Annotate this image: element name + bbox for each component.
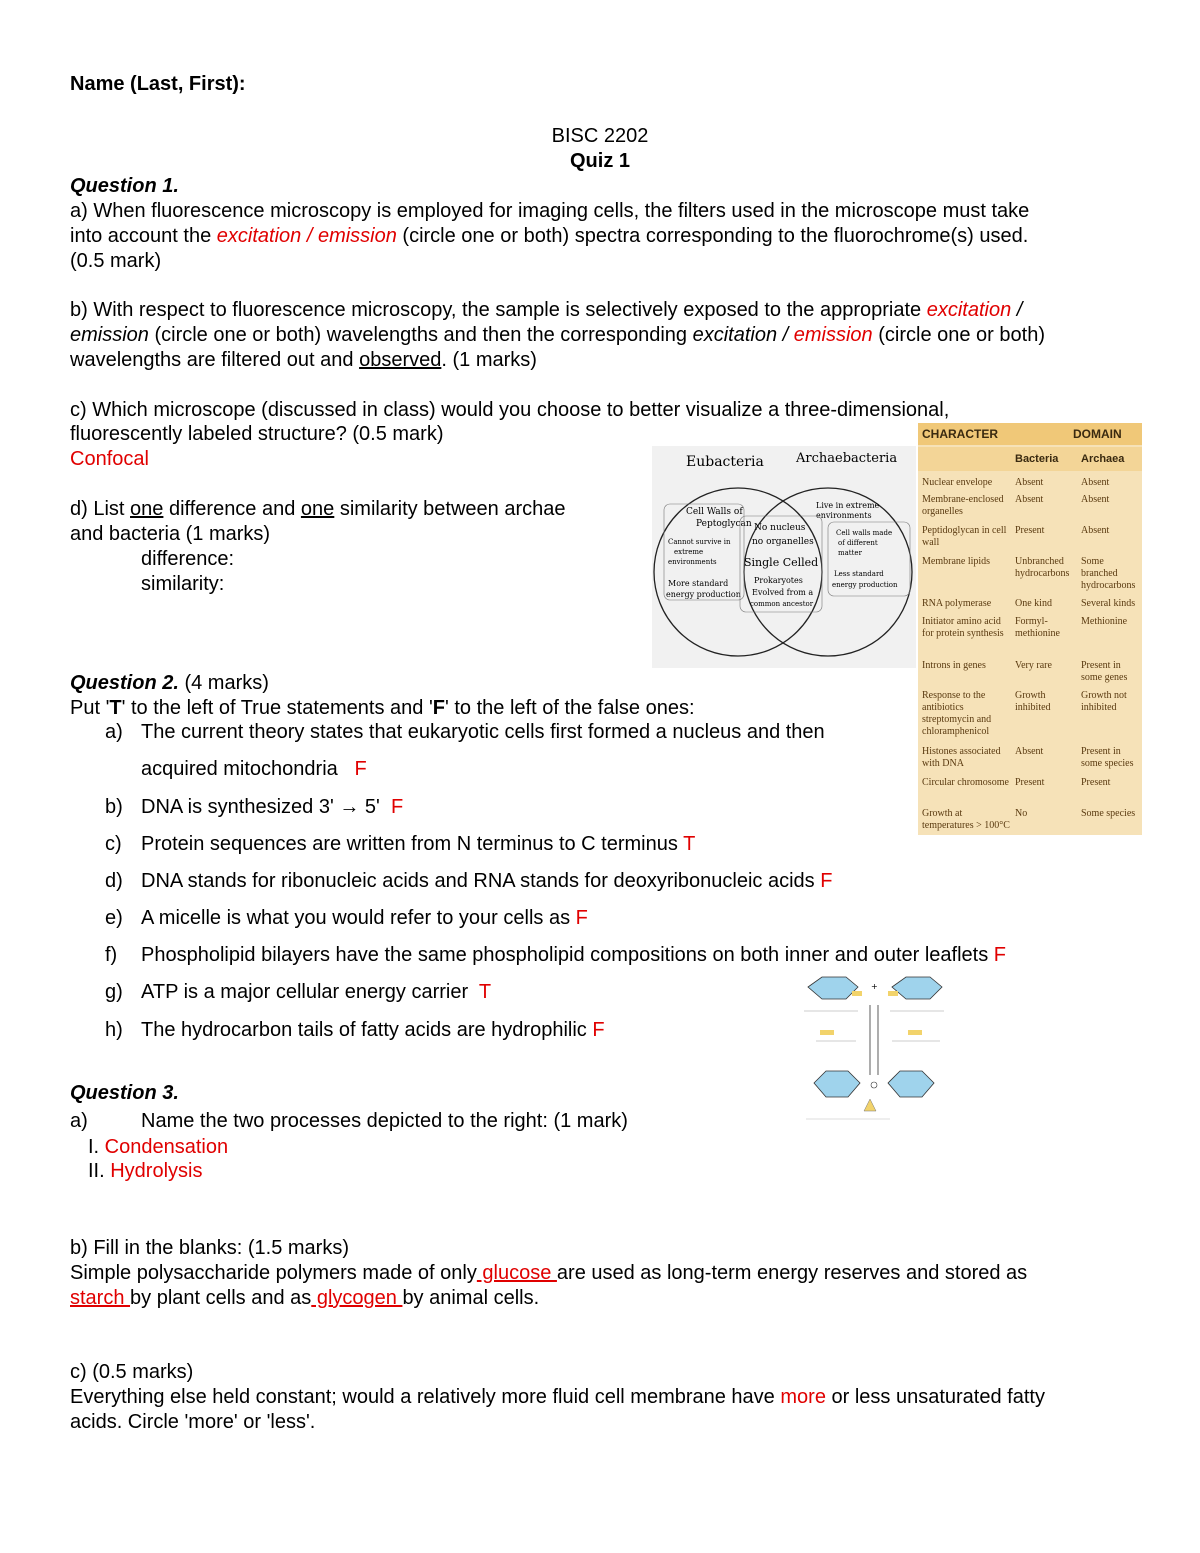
row-archaea: Some species (1081, 808, 1136, 819)
row-archaea: Growth not inhibited (1081, 690, 1127, 713)
domain-table (918, 423, 1142, 835)
q1d-line2: and bacteria (1 marks) (70, 523, 271, 545)
q2-item-c (105, 832, 695, 857)
row-character: RNA polymerase (922, 598, 992, 609)
q1a-answer: excitation / emission (216, 225, 397, 247)
q3a-line (70, 1109, 628, 1134)
row-archaea: Several kinds (1081, 598, 1136, 609)
venn-left-item: extreme (674, 548, 704, 556)
q3a-answer-label: II. (88, 1160, 111, 1182)
q2-item-answer: T (478, 981, 492, 1003)
q3a-answer: Condensation (104, 1136, 229, 1158)
row-character: Response to the antibiotics streptomycin and chloramphenicol (922, 690, 992, 737)
glucose-ring (892, 977, 942, 999)
q1c-answer: Confocal (70, 448, 149, 470)
quiz-title: Quiz 1 (569, 150, 630, 172)
q2-instr-text: Put ' (70, 697, 110, 719)
row-archaea: Absent (1081, 477, 1110, 488)
q2-item-label: d) (105, 870, 123, 892)
q2-item-d (105, 869, 832, 894)
q1d-underlined: one (130, 498, 164, 520)
row-archaea: Present in some genes (1081, 660, 1128, 683)
row-archaea: Present in some species (1081, 746, 1134, 769)
row-character: Initiator amino acid for protein synthesis (922, 616, 1004, 639)
q2-title: Question 2. (70, 672, 179, 694)
q3a-answer-2 (88, 1159, 202, 1184)
venn-left-item: environments (668, 558, 717, 566)
q3a-label: a) (70, 1110, 88, 1132)
q2-item-text: Protein sequences are written from N terminus to C terminus (141, 833, 678, 855)
venn-center-item: Evolved from a (752, 588, 814, 597)
row-character: Histones associated with DNA (922, 746, 1001, 769)
hydroxyl-group (852, 991, 862, 996)
venn-left-item: energy production (666, 590, 741, 599)
q3c-text: Everything else held constant; would a relatively more fluid cell membrane have (70, 1386, 781, 1408)
venn-center-item: no organelles (752, 537, 814, 547)
q3b-blank: starch (70, 1287, 131, 1309)
venn-left-item: Cell Walls of (686, 507, 743, 517)
svg-text:+: + (871, 982, 878, 991)
bond-label (864, 1099, 876, 1111)
q2-item-answer: F (390, 796, 404, 818)
q2-item-text: DNA is synthesized 3' → 5' (141, 796, 380, 818)
hydroxyl-group (888, 991, 898, 996)
water-label (820, 1030, 834, 1035)
process-svg (800, 975, 948, 1125)
q2-item-label: f) (105, 944, 118, 966)
venn-left-item: More standard (668, 579, 729, 588)
q1b-underlined: observed (359, 349, 442, 371)
q2-marks: (4 marks) (178, 672, 269, 694)
q2-item-label: a) (105, 721, 123, 743)
q3b-blank: glycogen (311, 1287, 403, 1309)
venn-right-item: of different (838, 539, 878, 547)
q2-item-text: DNA stands for ribonucleic acids and RNA stands for deoxyribonucleic acids (141, 870, 815, 892)
q1c-line1: c) Which microscope (discussed in class) would you choose to better visualize a three-dimensional, (70, 399, 950, 421)
venn-left-title: Eubacteria (686, 454, 764, 470)
q1b-text: / (1011, 299, 1023, 321)
venn-svg (652, 446, 916, 668)
venn-right-item: environments (816, 511, 872, 520)
q2-item-a-cont (141, 757, 367, 782)
row-character: Membrane lipids (922, 556, 991, 567)
q2-title-line (70, 671, 269, 696)
q2-instr-text: ' to the left of True statements and ' (121, 697, 433, 719)
q1b-text: . (1 marks) (441, 349, 537, 371)
venn-right-item: Less standard (834, 570, 884, 578)
q1d-difference: difference: (141, 548, 235, 570)
row-archaea: Methionine (1081, 616, 1128, 627)
q3a-answer-label: I. (88, 1136, 105, 1158)
q3a-answer: Hydrolysis (110, 1160, 203, 1182)
q1b-text: emission (70, 324, 149, 346)
glycosidic-oxygen (871, 1082, 877, 1088)
q2-item-f (105, 943, 1006, 968)
q3-title: Question 3. (70, 1082, 179, 1104)
row-bacteria: Growth inhibited (1015, 690, 1051, 713)
glucose-ring (814, 1071, 860, 1097)
q3b-blank: glucose (476, 1262, 557, 1284)
q2-item-text: Phospholipid bilayers have the same phospholipid compositions on both inner and outer leaflets (141, 944, 989, 966)
row-character: Growth at temperatures > 100°C (922, 808, 1010, 831)
q3a-text: Name the two processes depicted to the right: (1 mark) (141, 1110, 628, 1132)
col-archaea: Archaea (1081, 453, 1125, 465)
q2-item-answer: F (820, 870, 833, 892)
q3b-text: by plant cells and as (130, 1287, 312, 1309)
name-label: Name (Last, First): (70, 73, 246, 95)
row-archaea: Absent (1081, 525, 1110, 536)
q3c-text: or less unsaturated fatty (825, 1386, 1045, 1408)
row-bacteria: Present (1015, 777, 1045, 788)
q2-item-g (105, 980, 491, 1005)
venn-right-item: Live in extreme (816, 501, 880, 510)
q3c-line2: acids. Circle 'more' or 'less'. (70, 1411, 316, 1433)
q1a-line2 (70, 224, 1028, 249)
row-bacteria: Absent (1015, 494, 1044, 505)
q1b-line3 (70, 348, 537, 373)
venn-right-item: energy production (832, 581, 898, 589)
row-bacteria: Absent (1015, 746, 1044, 757)
condensation-hydrolysis-diagram (800, 975, 948, 1125)
q1-title: Question 1. (70, 175, 179, 197)
q2-item-text: A micelle is what you would refer to your cells as (141, 907, 571, 929)
header-character: CHARACTER (922, 427, 998, 441)
q3b-line1 (70, 1261, 1027, 1286)
q2-item-text: The current theory states that eukaryotic cells first formed a nucleus and then (141, 721, 825, 743)
venn-center-item: common ancestor (750, 600, 814, 608)
q2-instr-T: T (109, 697, 122, 719)
domain-table-subheader (918, 447, 1142, 471)
q2-item-h (105, 1018, 605, 1043)
q2-item-answer: F (592, 1019, 605, 1041)
q2-item-answer: F (354, 758, 367, 780)
glucose-ring (808, 977, 858, 999)
q1a-text: into account the (70, 225, 217, 247)
row-bacteria: Unbranched hydrocarbons (1015, 556, 1070, 579)
row-character: Nuclear envelope (922, 477, 993, 488)
q1b-text: excitation / (692, 324, 794, 346)
q1b-text: (circle one or both) (872, 324, 1045, 346)
q2-item-text: The hydrocarbon tails of fatty acids are hydrophilic (141, 1019, 587, 1041)
header-domain: DOMAIN (1073, 427, 1122, 441)
row-bacteria: No (1015, 808, 1028, 819)
q1b-text: b) With respect to fluorescence microscopy, the sample is selectively exposed to the appropriate (70, 299, 927, 321)
q2-item-label: b) (105, 796, 123, 818)
row-bacteria: Absent (1015, 477, 1044, 488)
q2-item-label: h) (105, 1019, 123, 1041)
row-character: Membrane-enclosed organelles (922, 494, 1004, 517)
q1d-underlined: one (300, 498, 335, 520)
row-bacteria: Present (1015, 525, 1045, 536)
q2-item-answer: F (993, 944, 1006, 966)
q2-item-answer: T (683, 833, 696, 855)
q3c-line1 (70, 1385, 1045, 1410)
row-archaea: Absent (1081, 494, 1110, 505)
q1b-answer: emission (793, 324, 873, 346)
q1a-text: (circle one or both) spectra corresponding to the fluorochrome(s) used. (396, 225, 1029, 247)
row-character: Circular chromosome (922, 777, 1009, 788)
row-character: Peptidoglycan in cell wall (922, 525, 1007, 548)
q2-item-text: ATP is a major cellular energy carrier (141, 981, 469, 1003)
q3b-text: Simple polysaccharide polymers made of only (70, 1262, 477, 1284)
venn-left-item: Peptoglycan (696, 519, 752, 529)
q1d-text: similarity between archae (334, 498, 566, 520)
q2-item-label: g) (105, 981, 123, 1003)
row-character: Introns in genes (922, 660, 986, 671)
domain-table-header (918, 423, 1142, 445)
q3c-answer: more (780, 1386, 826, 1408)
venn-right-item: Cell walls made (836, 529, 893, 537)
venn-right-title: Archaebacteria (796, 451, 898, 466)
venn-center-item: No nucleus (754, 523, 806, 533)
q2-instr-text: ' to the left of the false ones: (445, 697, 695, 719)
venn-center-item: Prokaryotes (754, 576, 803, 585)
venn-center-item: Single Celled (744, 556, 819, 569)
q2-item-a (105, 720, 825, 745)
q1a-marks: (0.5 mark) (70, 250, 162, 272)
q3b-text: are used as long-term energy reserves and stored as (556, 1262, 1028, 1284)
row-bacteria: Formyl-methionine (1015, 616, 1060, 639)
q2-instr-F: F (432, 697, 445, 719)
q2-item-e (105, 906, 588, 931)
q1d-similarity: similarity: (141, 573, 225, 595)
q1b-line2 (70, 323, 1045, 348)
q2-item-b (105, 795, 403, 820)
venn-right-item: matter (838, 549, 862, 557)
q1d-text: difference and (163, 498, 301, 520)
q3b-title: b) Fill in the blanks: (1.5 marks) (70, 1237, 349, 1259)
venn-diagram (652, 446, 916, 668)
q1d-line1 (70, 497, 566, 522)
glucose-ring (888, 1071, 934, 1097)
col-bacteria: Bacteria (1015, 453, 1059, 465)
q3b-text: by animal cells. (402, 1287, 540, 1309)
row-archaea: Present (1081, 777, 1111, 788)
q1b-line1 (70, 298, 1022, 323)
row-archaea: Some branched hydrocarbons (1081, 556, 1136, 591)
q2-instructions (70, 696, 695, 721)
q1b-text: wavelengths are filtered out and (70, 349, 360, 371)
q1c-line2: fluorescently labeled structure? (0.5 mark) (70, 423, 444, 445)
q1a-line1: a) When fluorescence microscopy is employed for imaging cells, the filters used in the microscope must take (70, 200, 1030, 222)
course-code: BISC 2202 (551, 125, 649, 147)
q2-item-label: e) (105, 907, 123, 929)
q1b-text: (circle one or both) wavelengths and then the corresponding (148, 324, 693, 346)
q2-item-text: acquired mitochondria (141, 758, 338, 780)
row-bacteria: Very rare (1015, 660, 1052, 671)
venn-left-item: Cannot survive in (668, 538, 731, 546)
water-label (908, 1030, 922, 1035)
q1b-answer: excitation (926, 299, 1012, 321)
row-bacteria: One kind (1015, 598, 1052, 609)
q1d-text: d) List (70, 498, 131, 520)
q3b-line2 (70, 1286, 539, 1311)
q2-item-label: c) (105, 833, 122, 855)
q3c-title: c) (0.5 marks) (70, 1361, 194, 1383)
q3a-answer-1 (88, 1135, 228, 1160)
q2-item-answer: F (575, 907, 588, 929)
